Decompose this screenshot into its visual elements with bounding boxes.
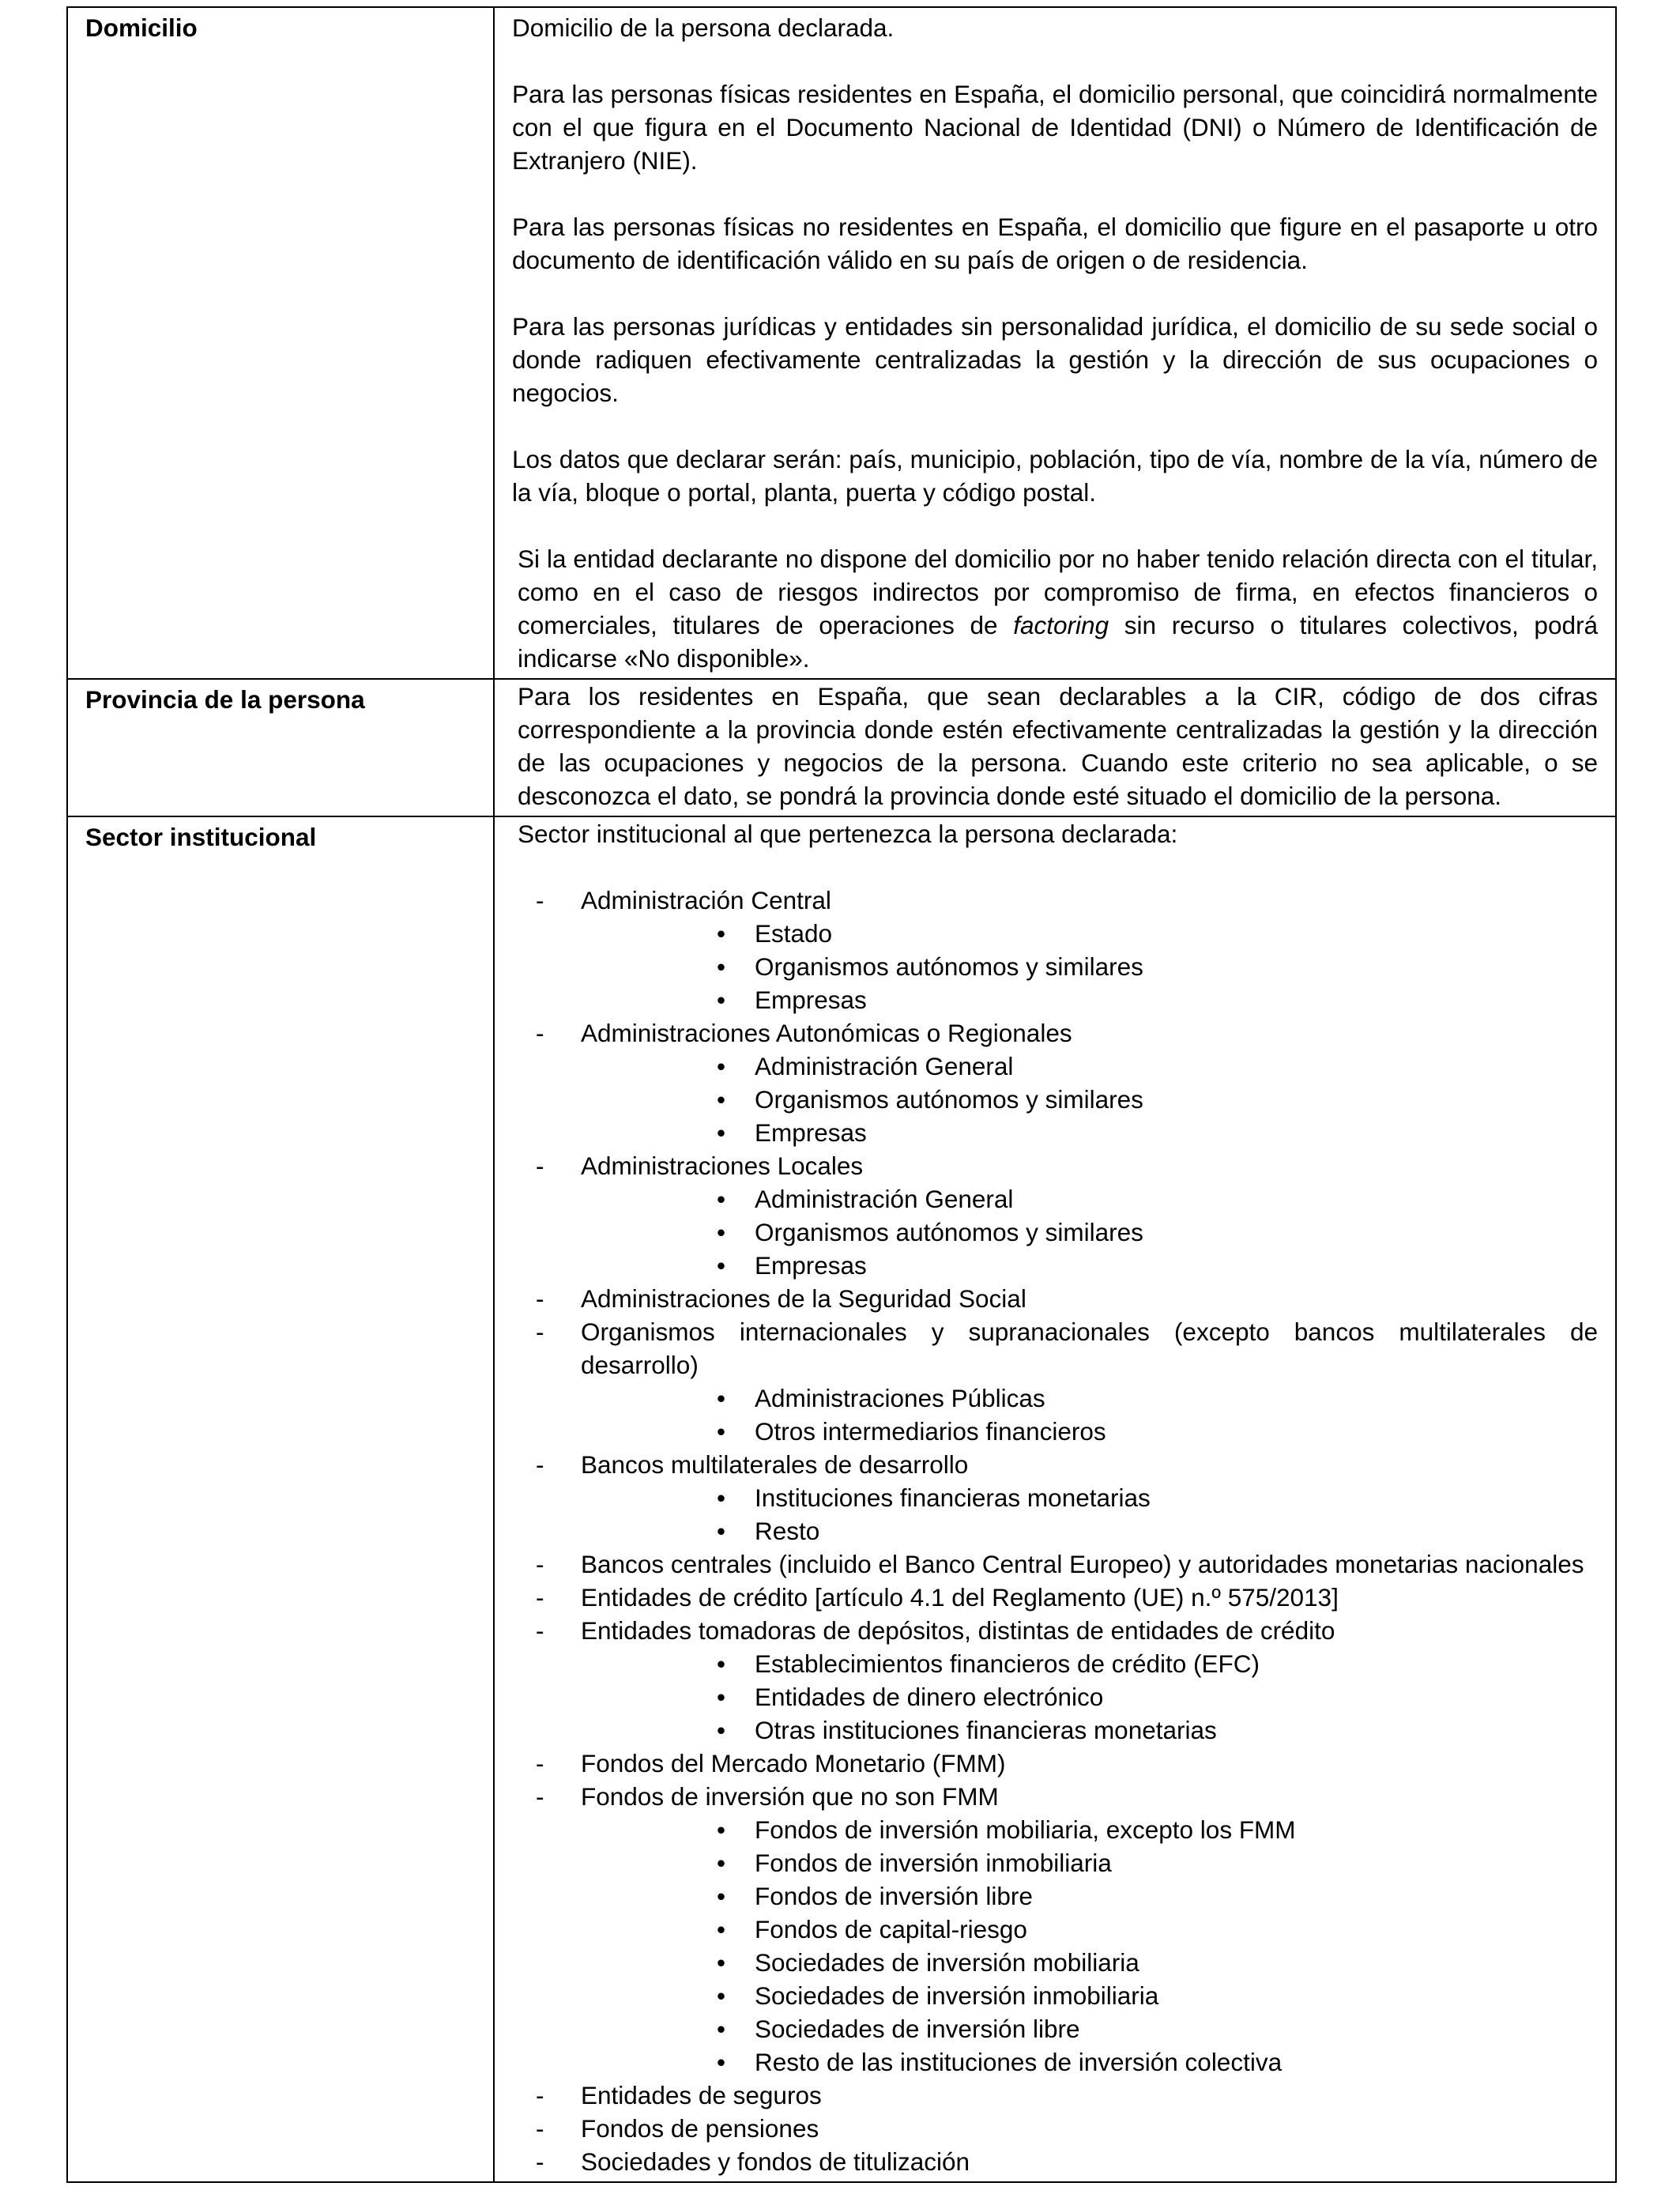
sector-sub-item-text: Sociedades de inversión libre — [755, 2015, 1080, 2043]
bullet-marker: • — [717, 1716, 726, 1744]
sector-item — [518, 1315, 1598, 1382]
paragraph: Sector institucional al que pertenezca la persona declarada: — [518, 820, 1178, 848]
sector-sub-item — [518, 1415, 1598, 1448]
paragraph: Para las personas físicas residentes en España, el domicilio personal, que coincidirá normalmente con el que figura en el Documento Nacional de Identidad (DNI) o Número de Identificación de Extranjero (NIE). — [512, 80, 1598, 175]
sub-list-container — [518, 917, 1598, 1016]
sector-sub-item-text: Establecimientos financieros de crédito (EFC) — [755, 1649, 1260, 1678]
sector-sub-item — [518, 1481, 1598, 1514]
sector-list — [518, 884, 1598, 2178]
italic-term: factoring — [1013, 611, 1109, 639]
sector-sub-list — [518, 1182, 1598, 1282]
sector-item-text: Administraciones Locales — [581, 1152, 864, 1180]
sector-sub-item — [518, 1713, 1598, 1747]
sector-sub-item-text: Organismos autónomos y similares — [755, 1085, 1143, 1114]
bullet-marker: • — [717, 919, 726, 948]
sector-item-text: Administraciones de la Seguridad Social — [581, 1284, 1026, 1313]
sector-sub-item-text: Administración General — [755, 1185, 1014, 1213]
sector-sub-item-text: Fondos de inversión mobiliaria, excepto los FMM — [755, 1815, 1296, 1844]
sector-sub-item-text: Estado — [755, 919, 833, 948]
sector-sub-item-text: Administración General — [755, 1052, 1014, 1080]
sector-sub-item — [518, 1116, 1598, 1149]
bullet-marker: • — [717, 1517, 726, 1545]
sub-list-container — [518, 1647, 1598, 1747]
sector-item-text: Bancos centrales (incluido el Banco Central Europeo) y autoridades monetarias nacionales — [581, 1550, 1584, 1578]
row-description — [494, 679, 1616, 816]
sector-sub-item — [518, 1913, 1598, 1946]
bullet-marker: • — [717, 952, 726, 981]
sector-sub-item — [518, 1083, 1598, 1116]
bullet-marker: • — [717, 1882, 726, 1910]
sector-sub-item — [518, 983, 1598, 1016]
sector-sub-item-text: Organismos autónomos y similares — [755, 1218, 1143, 1246]
sector-sub-item-text: Empresas — [755, 986, 867, 1014]
paragraph: Los datos que declarar serán: país, municipio, población, tipo de vía, nombre de la vía, número de la vía, bloque o portal, planta, puerta y código postal. — [512, 445, 1598, 507]
row-description — [494, 7, 1616, 679]
sector-sub-item — [518, 2045, 1598, 2079]
sector-item-text: Entidades tomadoras de depósitos, distintas de entidades de crédito — [581, 1616, 1335, 1645]
dash-marker: - — [536, 1318, 544, 1346]
sector-item-text: Fondos de pensiones — [581, 2114, 819, 2143]
sector-sub-item-text: Otras instituciones financieras monetarias — [755, 1716, 1217, 1744]
sector-sub-item-text: Empresas — [755, 1251, 867, 1280]
bullet-marker: • — [717, 1085, 726, 1114]
sector-item — [518, 1581, 1598, 1614]
sector-sub-item — [518, 1879, 1598, 1913]
bullet-marker: • — [717, 1915, 726, 1943]
sub-list-container — [518, 1481, 1598, 1547]
row-label: Provincia de la persona — [67, 679, 494, 816]
dash-marker: - — [536, 1749, 544, 1777]
bullet-marker: • — [717, 2015, 726, 2043]
sector-sub-item — [518, 917, 1598, 950]
paragraph: Domicilio de la persona declarada. — [512, 13, 895, 42]
sector-sub-item — [518, 1979, 1598, 2012]
sector-item-text: Entidades de seguros — [581, 2081, 822, 2109]
dash-marker: - — [536, 2147, 544, 2176]
sector-item — [518, 2145, 1598, 2178]
sector-item — [518, 1547, 1598, 1581]
sector-item-text: Entidades de crédito [artículo 4.1 del Reglamento (UE) n.º 575/2013] — [581, 1583, 1339, 1612]
sector-sub-item — [518, 950, 1598, 983]
sector-sub-item — [518, 1182, 1598, 1216]
row-sector — [67, 816, 1616, 2182]
bullet-marker: • — [717, 1417, 726, 1446]
sector-sub-item — [518, 1050, 1598, 1083]
text-span: sin recurso o titulares colectivos, podrá indicarse «No disponible». — [518, 611, 1598, 673]
sector-item — [518, 884, 1598, 917]
bullet-marker: • — [717, 1948, 726, 1977]
bullet-marker: • — [717, 1483, 726, 1512]
sector-item — [518, 1614, 1598, 1647]
sector-item-text: Administración Central — [581, 886, 831, 914]
sector-item — [518, 2112, 1598, 2145]
bullet-marker: • — [717, 2048, 726, 2076]
sector-item — [518, 1282, 1598, 1315]
sector-sub-list — [518, 1481, 1598, 1547]
bullet-marker: • — [717, 1649, 726, 1678]
sector-sub-item-text: Fondos de inversión inmobiliaria — [755, 1849, 1112, 1877]
dash-marker: - — [536, 1616, 544, 1645]
row-label: Domicilio — [67, 7, 494, 679]
bullet-marker: • — [717, 1185, 726, 1213]
bullet-marker: • — [717, 1849, 726, 1877]
sector-item-text: Organismos internacionales y supranacionales (excepto bancos multilaterales de desarrollo) — [581, 1318, 1598, 1379]
definitions-table — [66, 6, 1617, 2183]
sector-item — [518, 1448, 1598, 1481]
sector-sub-item — [518, 1680, 1598, 1713]
row-domicilio — [67, 7, 1616, 679]
sector-item-text: Bancos multilaterales de desarrollo — [581, 1450, 969, 1479]
dash-marker: - — [536, 2081, 544, 2109]
dash-marker: - — [536, 1152, 544, 1180]
sector-item — [518, 1747, 1598, 1780]
sector-sub-item-text: Organismos autónomos y similares — [755, 952, 1143, 981]
sector-sub-item — [518, 1647, 1598, 1680]
sector-sub-list — [518, 1813, 1598, 2079]
dash-marker: - — [536, 2114, 544, 2143]
sub-list-container — [518, 1182, 1598, 1282]
sector-sub-item-text: Sociedades de inversión mobiliaria — [755, 1948, 1139, 1977]
sector-sub-item-text: Fondos de inversión libre — [755, 1882, 1033, 1910]
sector-sub-item — [518, 2012, 1598, 2045]
paragraph: Para los residentes en España, que sean declarables a la CIR, código de dos cifras correspondiente a la provincia donde estén efectivamente centralizadas la gestión y la dirección de las ocupaciones y negocios de la persona. Cuando este criterio no sea aplicable, o se desconozca el dato, se pondrá la provincia donde esté situado el domicilio de la persona. — [518, 682, 1598, 810]
sector-item — [518, 2079, 1598, 2112]
sector-sub-item — [518, 1216, 1598, 1249]
bullet-marker: • — [717, 1251, 726, 1280]
bullet-marker: • — [717, 986, 726, 1014]
bullet-marker: • — [717, 1218, 726, 1246]
sector-item-text: Fondos del Mercado Monetario (FMM) — [581, 1749, 1006, 1777]
sector-sub-list — [518, 1647, 1598, 1747]
sector-sub-list — [518, 1382, 1598, 1448]
paragraph — [512, 542, 1598, 675]
text-span: Si la entidad declarante no dispone del domicilio por no haber tenido relación directa con el titular, como en el caso de riesgos indirectos por compromiso de firma, en efectos financieros o comerciales, titulares de operaciones de — [518, 545, 1598, 639]
sector-sub-item — [518, 1249, 1598, 1282]
bullet-marker: • — [717, 1815, 726, 1844]
dash-marker: - — [536, 1284, 544, 1313]
sector-sub-item-text: Otros intermediarios financieros — [755, 1417, 1106, 1446]
sub-list-container — [518, 1050, 1598, 1149]
dash-marker: - — [536, 1019, 544, 1047]
sector-sub-item-text: Resto de las instituciones de inversión colectiva — [755, 2048, 1283, 2076]
sector-item — [518, 1016, 1598, 1050]
sector-sub-item — [518, 1382, 1598, 1415]
sector-sub-item-text: Fondos de capital-riesgo — [755, 1915, 1027, 1943]
sector-sub-item-text: Empresas — [755, 1118, 867, 1147]
row-label: Sector institucional — [67, 816, 494, 2182]
sector-item-text: Sociedades y fondos de titulización — [581, 2147, 970, 2176]
sector-item-text: Administraciones Autonómicas o Regionales — [581, 1019, 1072, 1047]
sub-list-container — [518, 1813, 1598, 2079]
bullet-marker: • — [717, 1683, 726, 1711]
paragraph: Para las personas jurídicas y entidades sin personalidad jurídica, el domicilio de su sede social o donde radiquen efectivamente centralizadas la gestión y la dirección de sus ocupaciones o negocios. — [512, 312, 1598, 407]
sector-sub-item-text: Administraciones Públicas — [755, 1384, 1045, 1412]
dash-marker: - — [536, 1450, 544, 1479]
sector-sub-list — [518, 1050, 1598, 1149]
sector-sub-list — [518, 917, 1598, 1016]
sub-list-container — [518, 1382, 1598, 1448]
row-description — [494, 816, 1616, 2182]
bullet-marker: • — [717, 1384, 726, 1412]
sector-sub-item-text: Resto — [755, 1517, 820, 1545]
sector-item-text: Fondos de inversión que no son FMM — [581, 1782, 999, 1811]
sector-item — [518, 1149, 1598, 1182]
sector-sub-item-text: Sociedades de inversión inmobiliaria — [755, 1981, 1159, 2010]
sector-sub-item-text: Instituciones financieras monetarias — [755, 1483, 1151, 1512]
dash-marker: - — [536, 886, 544, 914]
sector-item — [518, 1780, 1598, 1813]
bullet-marker: • — [717, 1118, 726, 1147]
row-provincia — [67, 679, 1616, 816]
paragraph: Para las personas físicas no residentes en España, el domicilio que figure en el pasaporte u otro documento de identificación válido en su país de origen o de residencia. — [512, 213, 1598, 274]
sector-sub-item — [518, 1514, 1598, 1547]
dash-marker: - — [536, 1550, 544, 1578]
sector-sub-item-text: Entidades de dinero electrónico — [755, 1683, 1104, 1711]
bullet-marker: • — [717, 1981, 726, 2010]
bullet-marker: • — [717, 1052, 726, 1080]
dash-marker: - — [536, 1782, 544, 1811]
sector-sub-item — [518, 1946, 1598, 1979]
sector-sub-item — [518, 1813, 1598, 1846]
dash-marker: - — [536, 1583, 544, 1612]
sector-sub-item — [518, 1846, 1598, 1879]
